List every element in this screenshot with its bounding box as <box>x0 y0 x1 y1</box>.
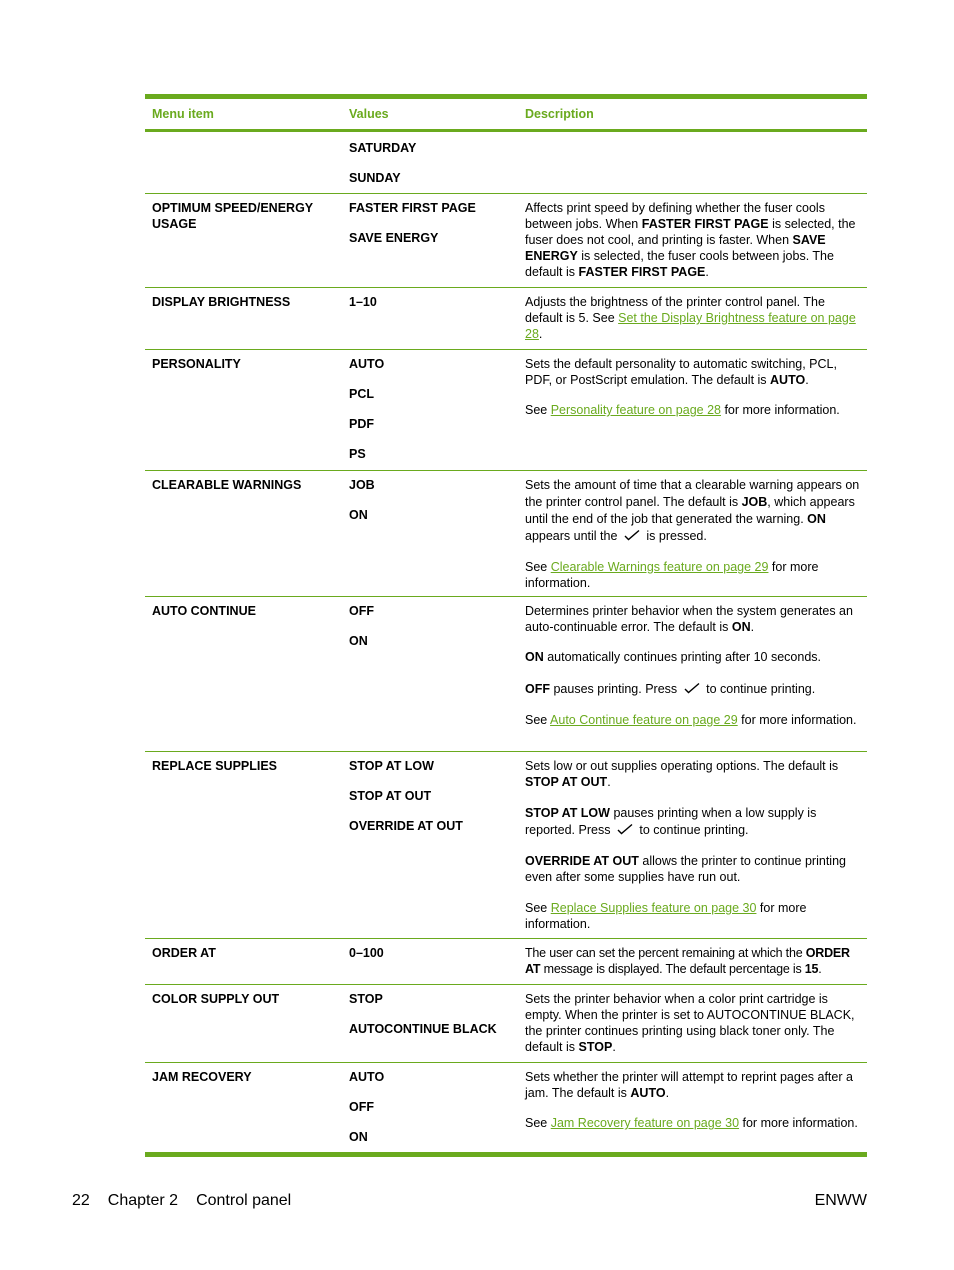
values-cell <box>343 939 519 984</box>
value: OFF <box>349 1100 374 1114</box>
cross-reference-link[interactable]: Personality feature on page 28 <box>550 403 721 417</box>
description-cell <box>519 471 867 596</box>
menu-item: DISPLAY BRIGHTNESS <box>152 295 291 309</box>
value: FASTER FIRST PAGE <box>349 201 476 215</box>
table-header <box>145 99 867 132</box>
value: AUTOCONTINUE BLACK <box>349 1022 497 1036</box>
description-cell <box>519 939 867 984</box>
value: JOB <box>349 478 375 492</box>
values-cell <box>343 985 519 1062</box>
value: SATURDAY <box>349 141 417 155</box>
value: STOP AT OUT <box>349 789 432 803</box>
menu-item: ORDER AT <box>152 946 216 960</box>
menu-table <box>145 94 867 1157</box>
description-paragraph: OFF pauses printing. Press to continue printing. <box>525 682 816 696</box>
table-row <box>145 985 867 1063</box>
values-cell <box>343 132 519 193</box>
menu-item <box>145 132 343 193</box>
description-cell <box>519 1063 867 1152</box>
table-row <box>145 350 867 471</box>
page-number: 22 <box>72 1192 90 1209</box>
description-paragraph: See Jam Recovery feature on page 30 for more information. <box>525 1116 858 1130</box>
value: PS <box>349 447 366 461</box>
values-cell <box>343 471 519 596</box>
description-paragraph: See Replace Supplies feature on page 30 for more information. <box>525 901 807 931</box>
description-cell <box>519 132 867 193</box>
value: SAVE ENERGY <box>349 231 439 245</box>
value: STOP AT LOW <box>349 759 434 773</box>
description-paragraph: The user can set the percent remaining at which the ORDER AT message is displayed. The default percentage is 15. <box>525 946 850 976</box>
table-row <box>145 752 867 939</box>
table-row <box>145 597 867 752</box>
value: AUTO <box>349 357 385 371</box>
description-paragraph: Sets the amount of time that a clearable warning appears on the printer control panel. The default is JOB, which appears until the end of the job that generated the warning. ON appears until the is pressed. <box>525 478 860 543</box>
footer-left <box>72 1192 291 1210</box>
checkmark-icon <box>684 682 700 694</box>
description-paragraph: STOP AT LOW pauses printing when a low supply is reported. Press to continue printing. <box>525 806 817 837</box>
description-paragraph: Determines printer behavior when the system generates an auto-continuable error. The default is ON. <box>525 604 853 634</box>
table-row <box>145 288 867 350</box>
description-paragraph: See Auto Continue feature on page 29 for more information. <box>525 713 857 727</box>
cross-reference-link[interactable]: Replace Supplies feature on page 30 <box>550 901 757 915</box>
header-description: Description <box>525 107 594 121</box>
menu-item: COLOR SUPPLY OUT <box>152 992 280 1006</box>
values-cell <box>343 597 519 751</box>
value: PCL <box>349 387 374 401</box>
value: AUTO <box>349 1070 385 1084</box>
menu-item: AUTO CONTINUE <box>152 604 256 618</box>
value: STOP <box>349 992 383 1006</box>
values-cell <box>343 194 519 287</box>
cross-reference-link[interactable]: Clearable Warnings feature on page 29 <box>550 560 769 574</box>
values-cell <box>343 350 519 470</box>
description-paragraph: See Clearable Warnings feature on page 29 for more information. <box>525 560 819 590</box>
checkmark-icon <box>617 823 633 835</box>
value: OFF <box>349 604 374 618</box>
description-paragraph: OVERRIDE AT OUT allows the printer to continue printing even after some supplies have run out. <box>525 854 846 884</box>
value: ON <box>349 1130 368 1144</box>
chapter-title: Control panel <box>196 1192 292 1209</box>
value: 0–100 <box>349 946 384 960</box>
description-paragraph: Sets the printer behavior when a color print cartridge is empty. When the printer is set to AUTOCONTINUE BLACK, the printer continues printing using black toner only. The default is STOP. <box>525 992 855 1054</box>
description-paragraph: See Personality feature on page 28 for more information. <box>525 403 840 417</box>
table-row <box>145 471 867 597</box>
values-cell <box>343 288 519 349</box>
page-footer <box>72 1192 867 1210</box>
menu-item: PERSONALITY <box>152 357 241 371</box>
value: ON <box>349 634 368 648</box>
menu-item: OPTIMUM SPEED/ENERGY USAGE <box>152 201 313 231</box>
header-menu-item: Menu item <box>152 107 214 121</box>
description-paragraph: Adjusts the brightness of the printer control panel. The default is 5. See Set the Display Brightness feature on page 28. <box>525 295 856 341</box>
value: 1–10 <box>349 295 377 309</box>
cross-reference-link[interactable]: Jam Recovery feature on page 30 <box>550 1116 740 1130</box>
values-cell <box>343 752 519 938</box>
cross-reference-link[interactable]: Set the Display Brightness feature on page 28 <box>525 311 856 341</box>
description-cell <box>519 350 867 470</box>
description-cell <box>519 288 867 349</box>
table-row <box>145 194 867 288</box>
description-paragraph: Sets whether the printer will attempt to reprint pages after a jam. The default is AUTO. <box>525 1070 853 1100</box>
description-cell <box>519 597 867 751</box>
menu-item: REPLACE SUPPLIES <box>152 759 278 773</box>
checkmark-icon <box>624 529 640 541</box>
footer-right: ENWW <box>814 1192 867 1209</box>
description-cell <box>519 985 867 1062</box>
header-values: Values <box>349 107 389 121</box>
description-cell <box>519 194 867 287</box>
description-paragraph: ON automatically continues printing after 10 seconds. <box>525 650 821 664</box>
table-row <box>145 939 867 985</box>
value: ON <box>349 508 368 522</box>
description-cell <box>519 752 867 938</box>
value: PDF <box>349 417 374 431</box>
menu-item: CLEARABLE WARNINGS <box>152 478 302 492</box>
menu-item: JAM RECOVERY <box>152 1070 252 1084</box>
description-paragraph: Affects print speed by defining whether the fuser cools between jobs. When FASTER FIRST PAGE is selected, the fuser does not cool, and printing is faster. When SAVE ENERGY is selected, the fuser cools between jobs. The default is FASTER FIRST PAGE. <box>525 201 856 279</box>
chapter-label: Chapter 2 <box>107 1192 179 1209</box>
description-paragraph: Sets the default personality to automatic switching, PCL, PDF, or PostScript emulation. The default is AUTO. <box>525 357 837 387</box>
value: OVERRIDE AT OUT <box>349 819 463 833</box>
values-cell <box>343 1063 519 1152</box>
value: SUNDAY <box>349 171 401 185</box>
description-paragraph: Sets low or out supplies operating options. The default is STOP AT OUT. <box>525 759 839 789</box>
cross-reference-link[interactable]: Auto Continue feature on page 29 <box>550 713 738 727</box>
table-row <box>145 1063 867 1152</box>
table-row <box>145 132 867 194</box>
